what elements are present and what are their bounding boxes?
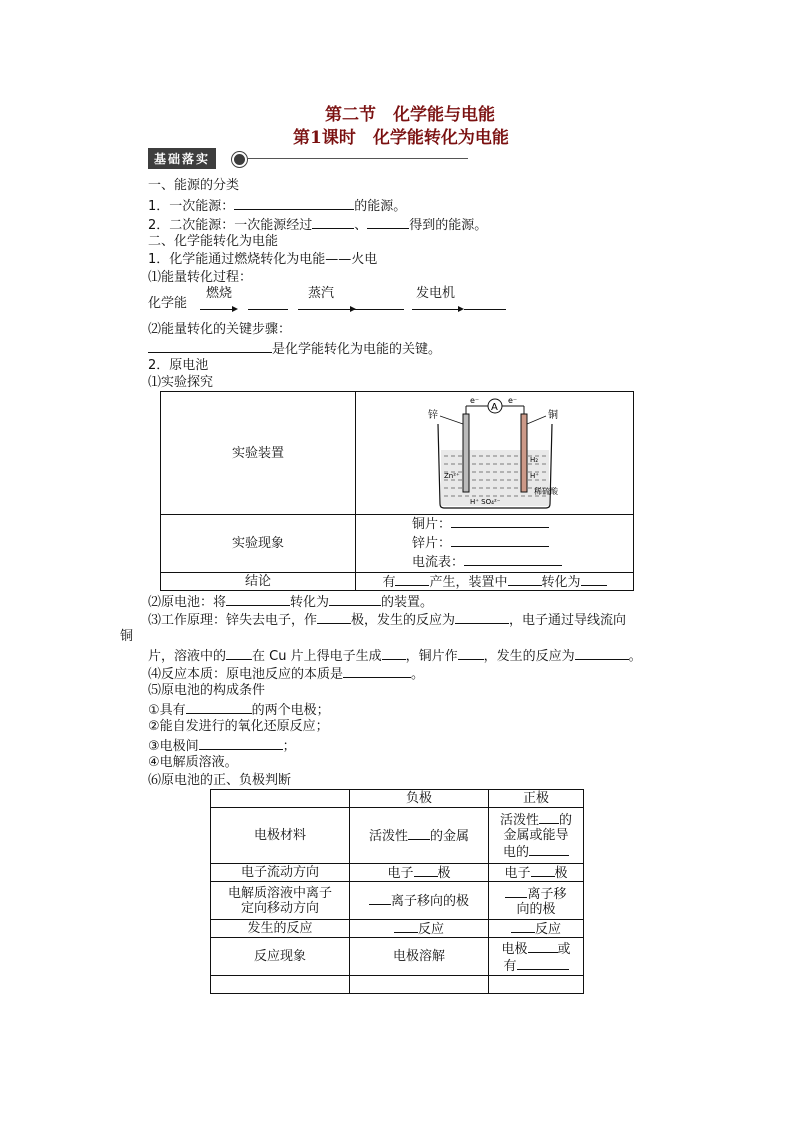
cell-ion-neg: 离子移向的极	[350, 882, 489, 920]
blank[interactable]	[451, 515, 549, 528]
s3-c2: ②能自发进行的氧化还原反应；	[148, 719, 329, 734]
hplus-label: H⁺	[529, 472, 539, 480]
tag-rule	[248, 158, 468, 159]
experiment-table	[160, 391, 634, 591]
s1-line2: 2．二次能源：一次能源经过 、 得到的能源。	[148, 218, 488, 233]
blank[interactable]	[352, 297, 404, 310]
blank[interactable]	[508, 573, 542, 586]
s2-head: 二、化学能转化为电能	[148, 234, 279, 249]
bullet-icon	[232, 152, 247, 167]
blank[interactable]	[369, 892, 391, 905]
blank[interactable]	[458, 647, 484, 660]
cell-empty	[211, 976, 350, 994]
s3-copper: 铜	[120, 629, 134, 644]
blank[interactable]	[329, 593, 381, 606]
blank[interactable]	[528, 940, 558, 953]
blank[interactable]	[464, 553, 562, 566]
arrow-right-icon	[412, 298, 464, 317]
s2-p2b: 是化学能转化为电能的关键。	[148, 340, 441, 358]
ammeter-label: A	[490, 402, 498, 413]
header-negative: 负极	[350, 790, 489, 808]
blank[interactable]	[248, 297, 288, 310]
s2-line1: 1．化学能通过燃烧转化为电能——火电	[148, 252, 378, 267]
blank[interactable]	[408, 827, 430, 840]
ions-label: H⁺ SO₄²⁻	[469, 498, 500, 506]
cell-phenomena-label: 实验现象	[161, 515, 356, 573]
flow-label-2: 蒸汽	[308, 286, 335, 301]
s2-p3: ⑴实验探究	[148, 375, 214, 390]
s3-p6: ⑹原电池的正、负极判断	[148, 773, 292, 788]
cell-phenomenon-neg: 电极溶解	[350, 938, 489, 976]
blank[interactable]	[343, 665, 411, 678]
s3-p5: ⑸原电池的构成条件	[148, 683, 266, 698]
blank[interactable]	[529, 843, 569, 856]
blank[interactable]	[575, 647, 629, 660]
electron-label-2: e⁻	[507, 396, 517, 405]
blank[interactable]	[234, 197, 354, 210]
s2-line2: 2．原电池	[148, 358, 209, 373]
blank[interactable]	[511, 920, 535, 933]
flow-start: 化学能	[148, 296, 188, 311]
blank[interactable]	[455, 611, 509, 624]
cell-flow-pos: 电子 极	[489, 864, 584, 882]
cell-reaction-pos: 反应	[489, 920, 584, 938]
blank[interactable]	[539, 811, 559, 824]
cell-empty	[489, 976, 584, 994]
cell-phenomenon-pos: 电极 或 有	[489, 938, 584, 976]
s3-c3: ③电极间 ；	[148, 739, 296, 754]
s3-p3-cont: 片，溶液中的 在 Cu 片上得电子生成 ，铜片作 ，发生的反应为 。	[148, 649, 642, 664]
arrow-right-icon	[298, 298, 356, 317]
cell-material-neg: 活泼性 的金属	[350, 808, 489, 864]
blank[interactable]	[464, 297, 506, 310]
blank[interactable]	[226, 647, 252, 660]
blank[interactable]	[394, 920, 418, 933]
cell-flow-neg: 电子 极	[350, 864, 489, 882]
cell-apparatus-label: 实验装置	[161, 392, 356, 515]
arrow-right-icon	[200, 298, 238, 317]
cell-apparatus	[356, 392, 634, 515]
section-tag-label: 基础落实	[148, 148, 216, 169]
s3-p3: ⑶工作原理：锌失去电子，作 极，发生的反应为 ，电子通过导线流向	[148, 613, 627, 628]
row-reaction: 发生的反应	[211, 920, 350, 938]
blank[interactable]	[395, 573, 429, 586]
blank[interactable]	[317, 611, 351, 624]
flow-label-3: 发电机	[416, 286, 456, 301]
cell-conclusion-label: 结论	[161, 573, 356, 591]
blank[interactable]	[148, 340, 272, 353]
blank[interactable]	[581, 573, 607, 586]
blank[interactable]	[517, 957, 569, 970]
blank[interactable]	[505, 885, 527, 898]
blank[interactable]	[414, 864, 438, 877]
cell-empty	[211, 790, 350, 808]
s1-head: 一、能源的分类	[148, 178, 240, 193]
blank[interactable]	[531, 864, 555, 877]
s1-line1: 1．一次能源： 的能源。	[148, 199, 407, 214]
cell-ion-pos: 离子移 向的极	[489, 882, 584, 920]
title-line1: 第二节 化学能与电能	[325, 105, 495, 125]
title-line2: 第1课时 化学能转化为电能	[293, 128, 509, 148]
cell-material-pos: 活泼性 的 金属或能导 电的	[489, 808, 584, 864]
s3-c1: ①具有 的两个电极；	[148, 703, 330, 718]
blank[interactable]	[312, 216, 354, 229]
s3-c4: ④电解质溶液。	[148, 755, 238, 770]
row-electron-flow: 电子流动方向	[211, 864, 350, 882]
blank[interactable]	[367, 216, 409, 229]
row-phenomenon: 反应现象	[211, 938, 350, 976]
cell-conclusion: 有 产生，装置中 转化为	[356, 573, 634, 591]
blank[interactable]	[199, 737, 283, 750]
electron-label-1: e⁻	[469, 396, 479, 405]
s2-p1: ⑴能量转化过程：	[148, 270, 253, 285]
blank[interactable]	[226, 593, 290, 606]
s3-p2: ⑵原电池：将 转化为 的装置。	[148, 595, 434, 610]
s3-p4: ⑷反应本质：原电池反应的本质是 。	[148, 667, 425, 682]
header-positive: 正极	[489, 790, 584, 808]
s2-p2: ⑵能量转化的关键步骤：	[148, 322, 292, 337]
galvanic-cell-diagram	[420, 394, 570, 512]
zn-ion-label: Zn²⁺	[443, 472, 460, 480]
blank[interactable]	[451, 534, 549, 547]
flow-label-1: 燃烧	[206, 286, 233, 301]
h2-label: H₂	[529, 456, 538, 464]
acid-label: 稀硫酸	[533, 487, 558, 496]
cell-reaction-neg: 反应	[350, 920, 489, 938]
blank[interactable]	[186, 701, 252, 714]
zinc-label: 锌	[427, 410, 438, 421]
cell-empty	[350, 976, 489, 994]
row-ion-flow: 电解质溶液中离子 定向移动方向	[211, 882, 350, 920]
cell-phenomena: 铜片： 锌片： 电流表：	[356, 515, 634, 573]
copper-label: 铜	[547, 410, 558, 421]
section-tag	[148, 148, 216, 169]
electrode-table	[210, 789, 584, 994]
row-material: 电极材料	[211, 808, 350, 864]
blank[interactable]	[382, 647, 406, 660]
